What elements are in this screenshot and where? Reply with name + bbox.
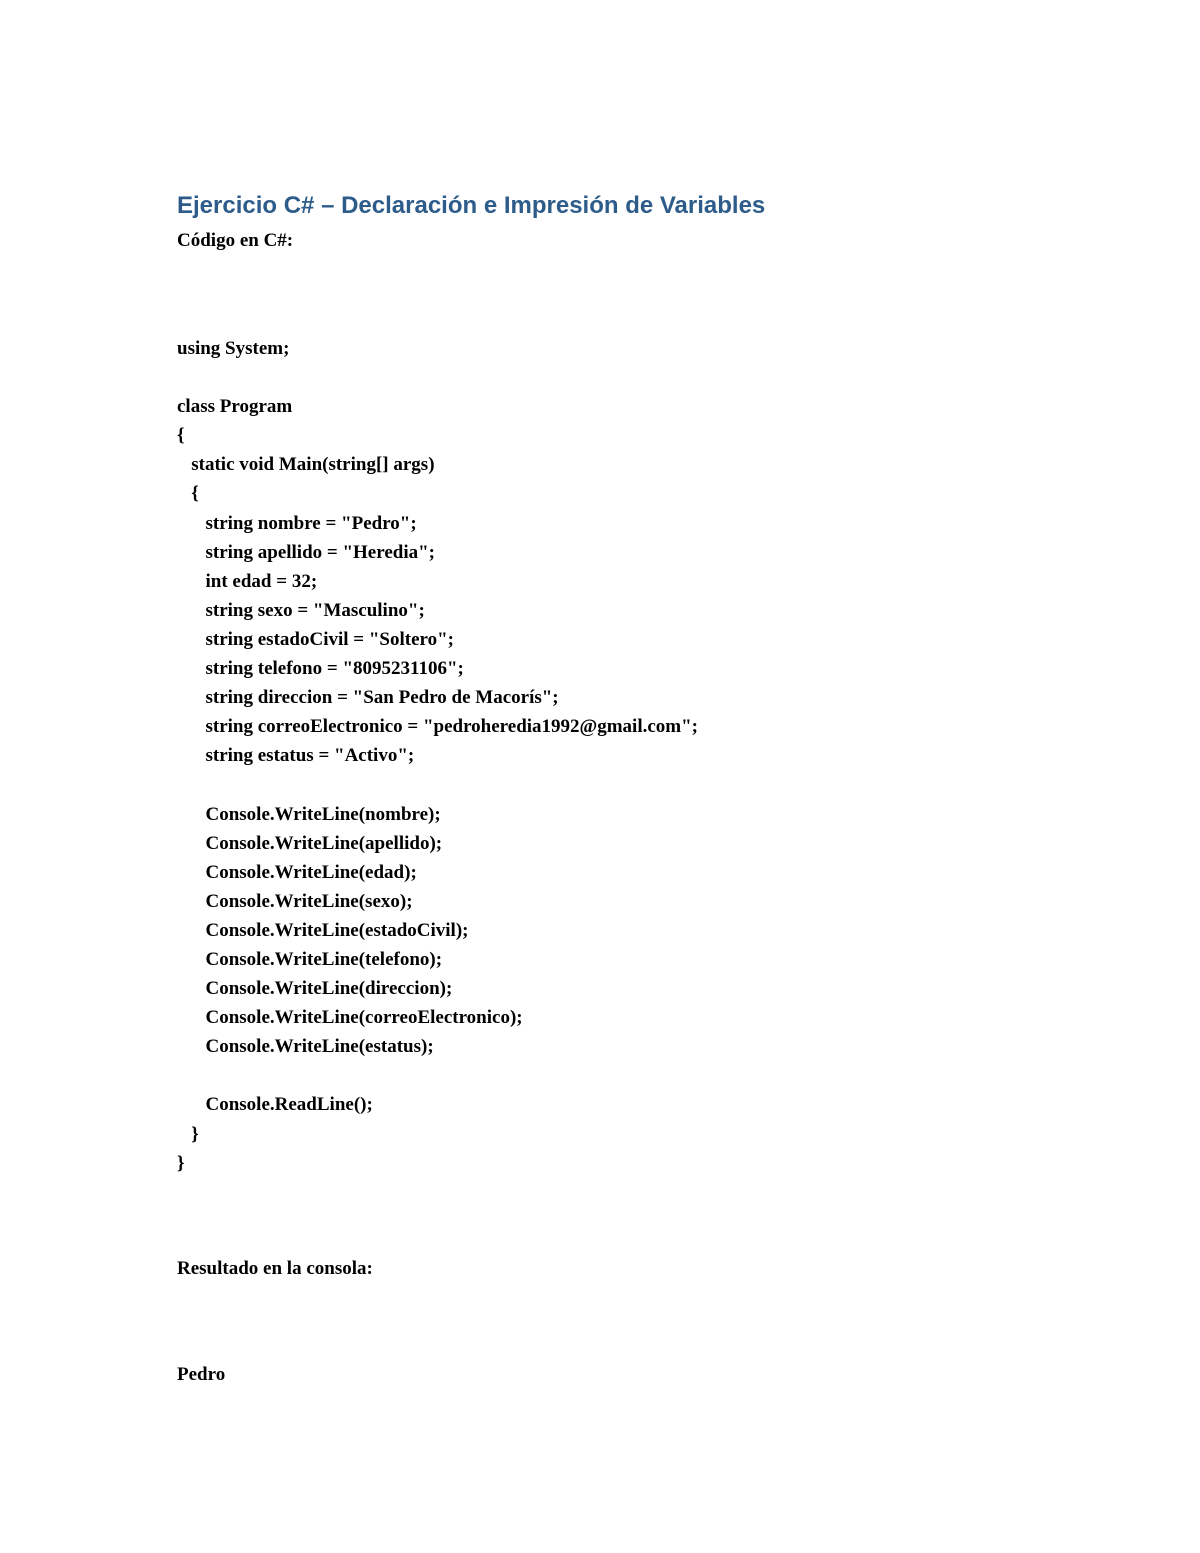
code-line: string correoElectronico = "pedroheredia1992@gmail.com"; (177, 716, 698, 738)
code-line: using System; (177, 338, 290, 359)
console-output (177, 1362, 225, 1388)
code-line: Console.WriteLine(estatus); (177, 1036, 434, 1058)
code-line (177, 363, 1077, 392)
code-line: Console.ReadLine(); (177, 1094, 373, 1116)
code-line: Console.WriteLine(direccion); (177, 978, 453, 1000)
code-line (177, 770, 1077, 799)
code-block (177, 334, 1077, 1178)
code-heading: Código en C#: (177, 230, 294, 251)
code-line: } (177, 1152, 185, 1174)
code-line: Console.WriteLine(nombre); (177, 803, 441, 825)
code-line: } (177, 1123, 199, 1145)
code-line: string estadoCivil = "Soltero"; (177, 628, 454, 650)
document-title: Ejercicio C# – Declaración e Impresión de Variables (177, 192, 766, 219)
result-heading: Resultado en la consola: (177, 1258, 373, 1279)
code-line: class Program (177, 396, 293, 418)
code-line: Console.WriteLine(estadoCivil); (177, 919, 469, 941)
code-line: { (177, 425, 185, 447)
code-line: string apellido = "Heredia"; (177, 541, 435, 563)
code-line: string telefono = "8095231106"; (177, 658, 464, 680)
code-line: { (177, 483, 199, 505)
code-line: static void Main(string[] args) (177, 454, 435, 476)
code-line: string nombre = "Pedro"; (177, 512, 417, 534)
code-line: int edad = 32; (177, 570, 318, 592)
code-line: Console.WriteLine(correoElectronico); (177, 1007, 523, 1029)
code-line: string estatus = "Activo"; (177, 745, 415, 767)
code-line: string direccion = "San Pedro de Macorís"; (177, 687, 559, 709)
code-line: Console.WriteLine(telefono); (177, 948, 443, 970)
code-line: Console.WriteLine(sexo); (177, 890, 413, 912)
code-line: Console.WriteLine(apellido); (177, 832, 443, 854)
code-line: Console.WriteLine(edad); (177, 861, 417, 883)
code-line: string sexo = "Masculino"; (177, 599, 425, 621)
output-line: Pedro (177, 1364, 226, 1385)
code-line (177, 1061, 1077, 1090)
